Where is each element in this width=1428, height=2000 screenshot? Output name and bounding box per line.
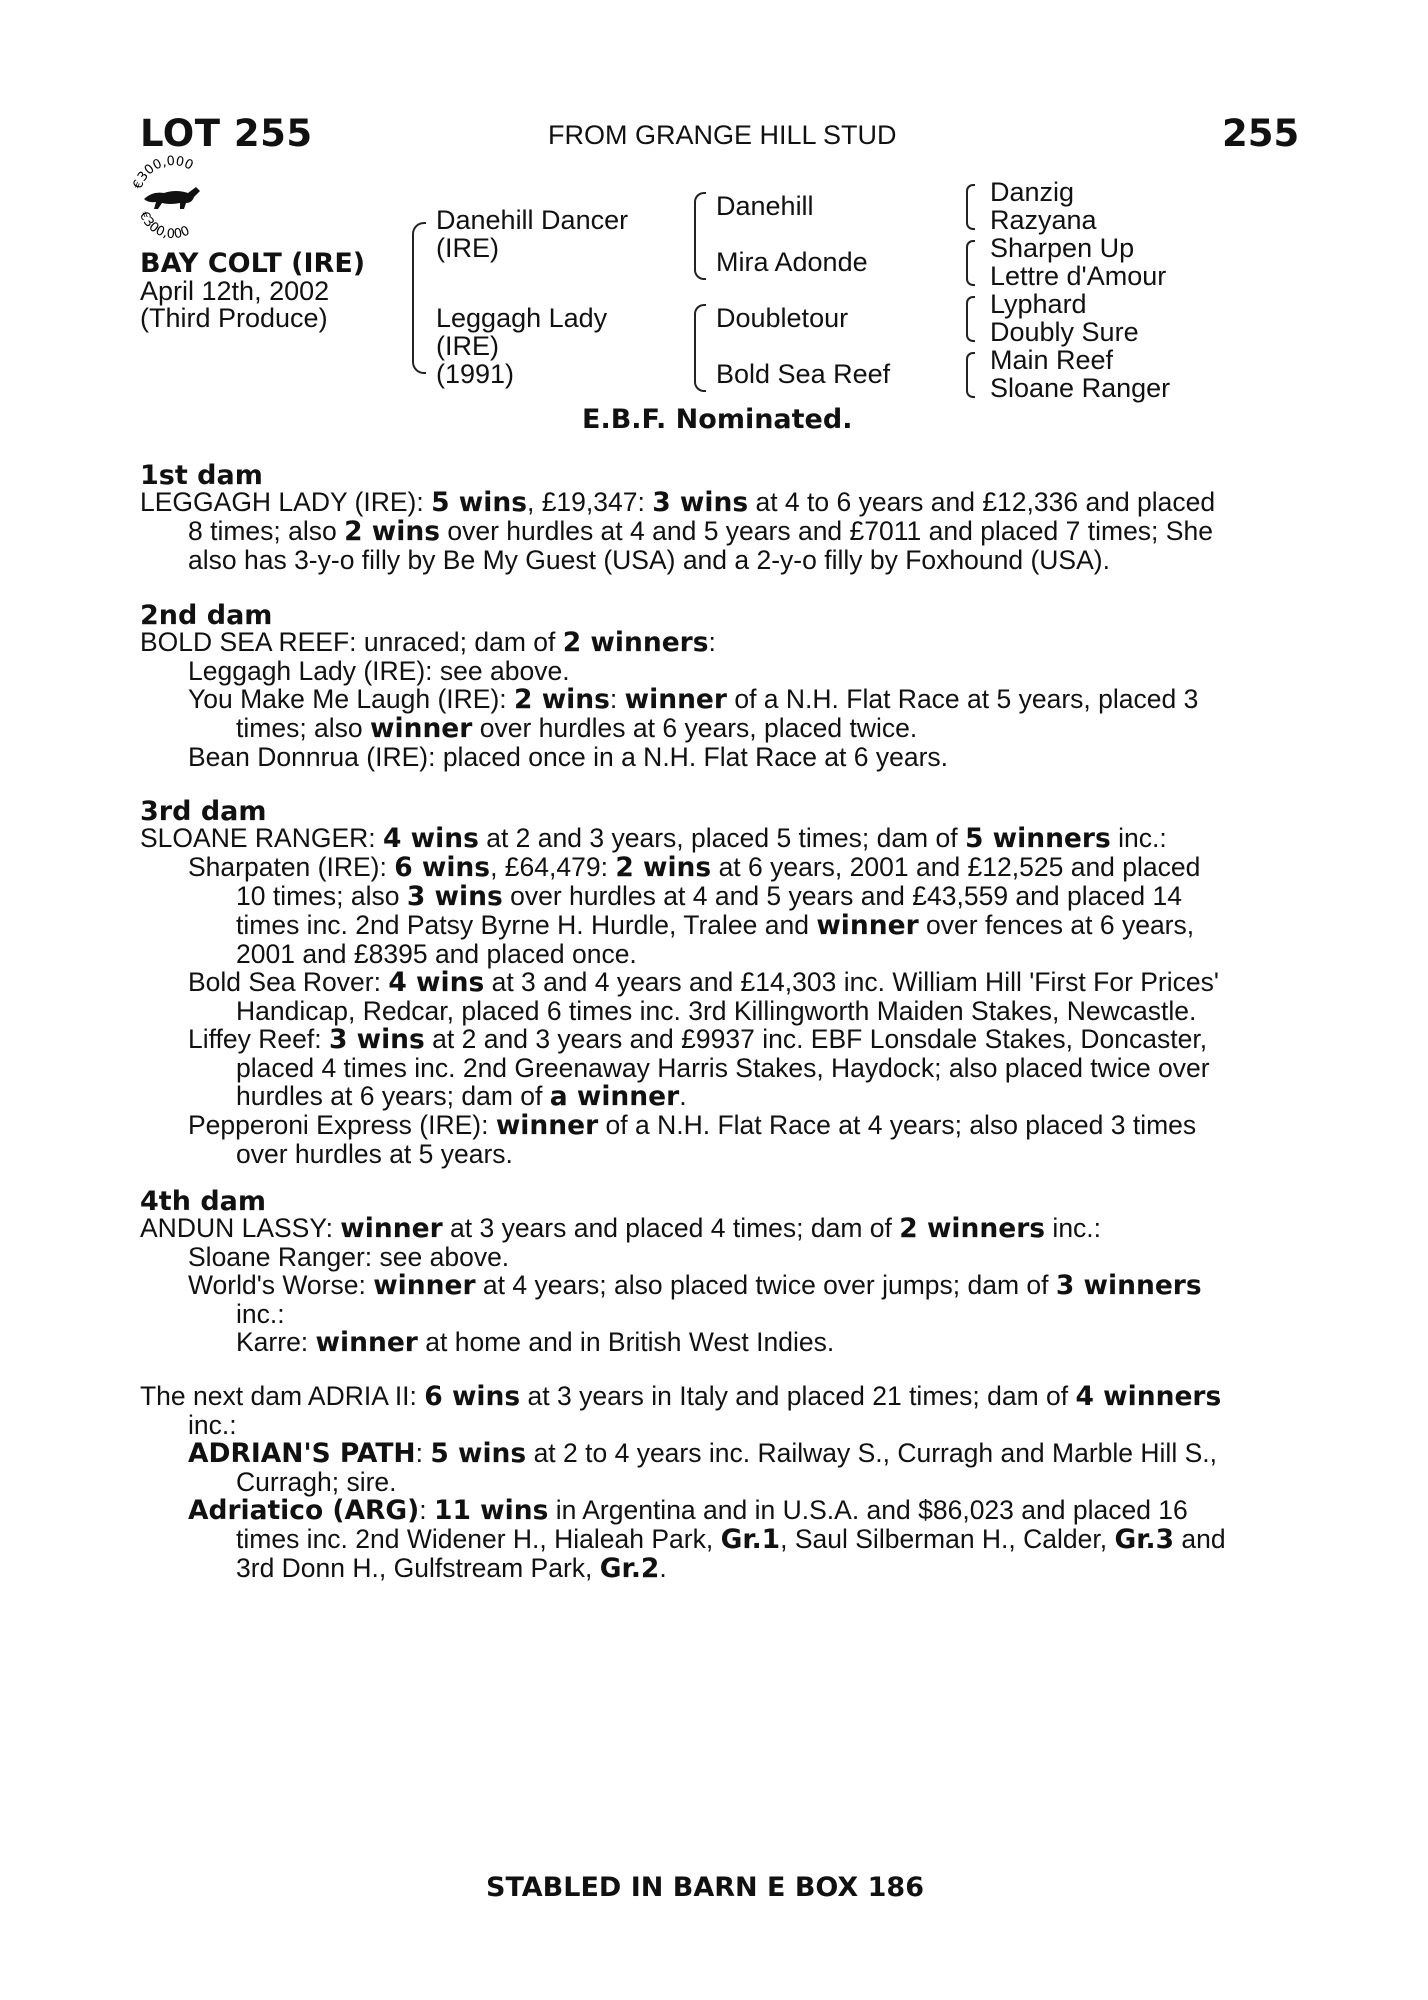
sire-dam: Mira Adonde bbox=[716, 247, 868, 277]
list-item: World's Worse: winner at 4 years; also placed twice over jumps; dam of 3 winners bbox=[188, 1270, 1202, 1301]
sire-name: Danehill Dancer bbox=[436, 205, 629, 235]
ebf-nominated: E.B.F. Nominated. bbox=[582, 404, 853, 435]
list-item: ADRIAN'S PATH: 5 wins at 2 to 4 years inc. Railway S., Curragh and Marble Hill S., bbox=[188, 1438, 1217, 1469]
gen3-1: Danzig bbox=[990, 177, 1075, 207]
pedigree-brace-sire bbox=[694, 192, 706, 280]
pedigree-brace-4 bbox=[966, 352, 975, 398]
seal-bottom-text: €300,000 bbox=[135, 209, 193, 241]
next-dam-paragraph: The next dam ADRIA II: 6 wins at 3 years in Italy and placed 21 times; dam of 4 winners inc.: ADRIAN'S PATH: 5 wins at 2 to 4 years inc. Railway S., Curragh and Marble Hill S., Curragh; sire. Adriatico (ARG): 11 wins in Argentina and in U.S.A. and $86,023 and placed 16 times inc. 2nd Widener H., Hialeah Park, Gr.1, Saul Silberman H., Calder, Gr.3 and 3rd Donn H., Gulfstream Park, Gr.2. bbox=[140, 1382, 1290, 1583]
dam-sire: Doubletour bbox=[716, 303, 849, 333]
dam1-paragraph: LEGGAGH LADY (IRE): 5 wins, £19,347: 3 wins at 4 to 6 years and £12,336 and placed 8 times; also 2 wins over hurdles at 4 and 5 years and £7011 and placed 7 times; She also has 3-y-o filly by Be My Guest (USA) and a 2-y-o filly by Foxhound (USA). bbox=[140, 487, 1216, 575]
dam2-paragraph: BOLD SEA REEF: unraced; dam of 2 winners: Leggagh Lady (IRE): see above. You Make Me Laugh (IRE): 2 wins: winner of a N.H. Flat Race at 5 years, placed 3 times; also winner over hurdles at 6 years, placed twice. Bean Donnrua (IRE): placed once in a N.H. Flat Race at 6 years. bbox=[140, 628, 1290, 771]
sire-sire: Danehill bbox=[716, 191, 814, 221]
dam2-title: 2nd dam bbox=[140, 600, 273, 631]
gen3-6: Doubly Sure bbox=[990, 317, 1139, 347]
price-seal bbox=[130, 155, 216, 241]
list-item: Sloane Ranger: see above. bbox=[188, 1242, 510, 1272]
consignor: FROM GRANGE HILL STUD bbox=[548, 120, 897, 150]
lot-label: LOT 255 bbox=[140, 112, 313, 155]
list-item: Sharpaten (IRE): 6 wins, £64,479: 2 wins at 6 years, 2001 and £12,525 and placed bbox=[188, 852, 1201, 883]
gen3-5: Lyphard bbox=[990, 289, 1087, 319]
gen3-2: Razyana bbox=[990, 205, 1097, 235]
gen3-4: Lettre d'Amour bbox=[990, 261, 1167, 291]
stabling-info: STABLED IN BARN E BOX 186 bbox=[486, 1872, 924, 1903]
subject-name: BAY COLT (IRE) bbox=[140, 248, 366, 279]
dam-year: (1991) bbox=[436, 359, 515, 389]
sire-origin: (IRE) bbox=[436, 233, 499, 263]
pedigree-brace-dam bbox=[694, 304, 706, 392]
dam3-title: 3rd dam bbox=[140, 796, 267, 827]
list-item: Leggagh Lady (IRE): see above. bbox=[188, 656, 570, 686]
dam4-title: 4th dam bbox=[140, 1186, 266, 1217]
list-item: Bean Donnrua (IRE): placed once in a N.H. Flat Race at 6 years. bbox=[188, 742, 949, 772]
gen3-7: Main Reef bbox=[990, 345, 1114, 375]
dam4-paragraph: ANDUN LASSY: winner at 3 years and placed 4 times; dam of 2 winners inc.: Sloane Ranger: see above. World's Worse: winner at 4 years; also placed twice over jumps; dam of 3 winners inc.: Karre: winner at home and in British West Indies. bbox=[140, 1214, 1290, 1357]
dam-name: Leggagh Lady bbox=[436, 303, 608, 333]
list-item: Adriatico (ARG): 11 wins in Argentina and in U.S.A. and $86,023 and placed 16 bbox=[188, 1495, 1188, 1526]
dam1-title: 1st dam bbox=[140, 460, 263, 491]
pedigree-brace-3 bbox=[966, 296, 975, 342]
pedigree-brace-2 bbox=[966, 240, 975, 286]
seal-top-text: €300,000 bbox=[130, 155, 196, 192]
pedigree-brace-gen1 bbox=[412, 222, 426, 374]
pedigree-brace-1 bbox=[966, 184, 975, 230]
list-item: Bold Sea Rover: 4 wins at 3 and 4 years and £14,303 inc. William Hill 'First For Prices' bbox=[188, 967, 1219, 998]
subject-foaled: April 12th, 2002 bbox=[140, 276, 330, 306]
subject-produce: (Third Produce) bbox=[140, 303, 328, 333]
list-item: You Make Me Laugh (IRE): 2 wins: winner of a N.H. Flat Race at 5 years, placed 3 bbox=[188, 684, 1199, 715]
dam-dam: Bold Sea Reef bbox=[716, 359, 891, 389]
list-item: Liffey Reef: 3 wins at 2 and 3 years and £9937 inc. EBF Lonsdale Stakes, Doncaster, bbox=[188, 1024, 1208, 1055]
list-item: Karre: winner at home and in British West Indies. bbox=[236, 1327, 835, 1358]
dam3-paragraph: SLOANE RANGER: 4 wins at 2 and 3 years, placed 5 times; dam of 5 winners inc.: Sharpaten (IRE): 6 wins, £64,479: 2 wins at 6 years, 2001 and £12,525 and placed 10 times; also 3 wins over hurdles at 4 and 5 years and £43,559 and placed 14 times inc. 2nd Patsy Byrne H. Hurdle, Tralee and winner over fences at 6 years, 2001 and £8395 and placed once. Bold Sea Rover: 4 wins at 3 and 4 years and £14,303 inc. William Hill 'First For Prices' Handicap, Redcar, placed 6 times inc. 3rd Killingworth Maiden Stakes, Newcastle. Liffey Reef: 3 wins at 2 and 3 years and £9937 inc. EBF Lonsdale Stakes, Doncaster, placed 4 times inc. 2nd Greenaway Harris Stakes, Haydock; also placed twice over hurdles at 6 years; dam of a winner. Pepperoni Express (IRE): winner of a N.H. Flat Race at 4 years; also placed 3 times over hurdles at 5 years. bbox=[140, 824, 1290, 1168]
gen3-8: Sloane Ranger bbox=[990, 373, 1171, 403]
lot-number: 255 bbox=[1222, 112, 1300, 155]
dam-origin: (IRE) bbox=[436, 331, 499, 361]
fox-icon bbox=[144, 187, 200, 209]
gen3-3: Sharpen Up bbox=[990, 233, 1135, 263]
list-item: Pepperoni Express (IRE): winner of a N.H. Flat Race at 4 years; also placed 3 times bbox=[188, 1110, 1197, 1141]
